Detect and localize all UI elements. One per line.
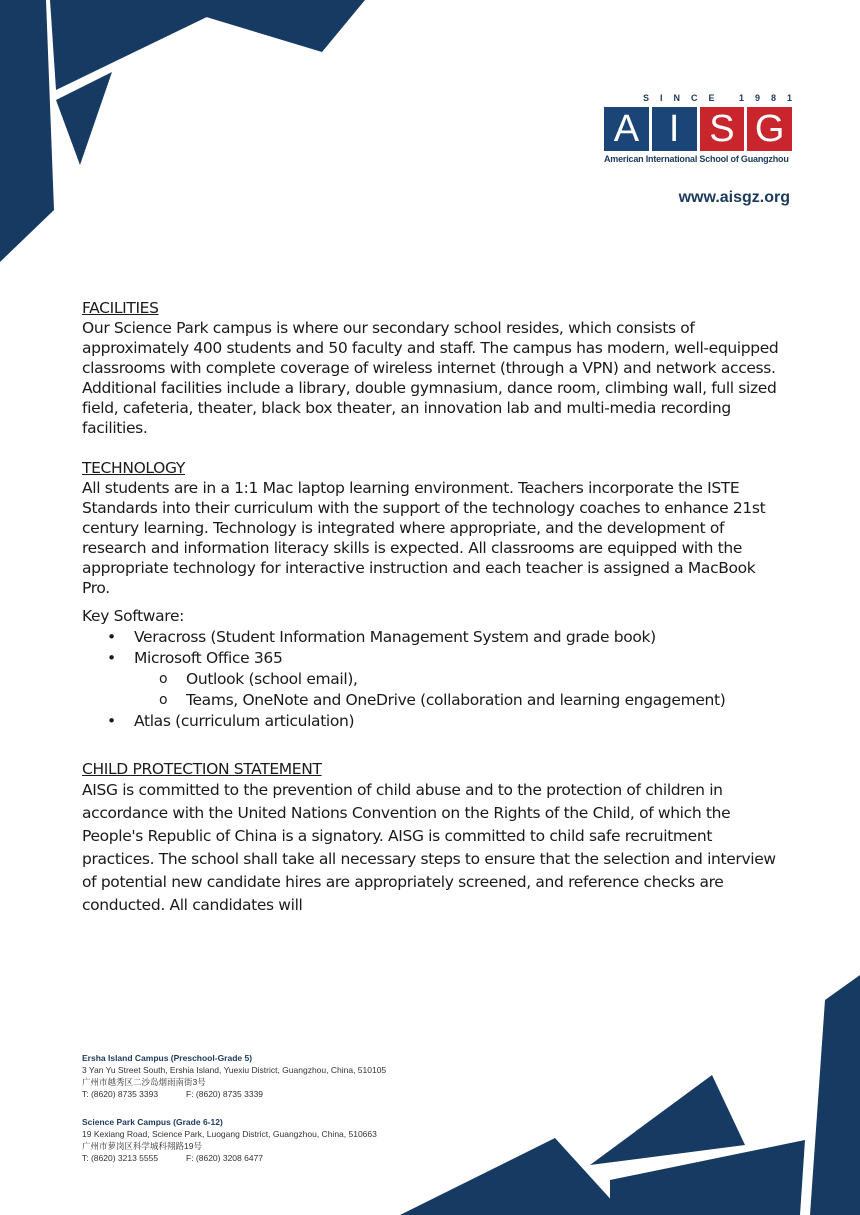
list-item bbox=[134, 648, 782, 710]
facilities-text: Our Science Park campus is where our secondary school resides, which consists of approximately 400 students and 50 faculty and staff. The campus has modern, well-equipped classrooms with complete coverage of wireless internet (through a VPN) and network access. Additional facilities include a library, double gymnasium, dance room, climbing wall, full sized field, cafeteria, theater, black box theater, an innovation lab and multi-media recording facilities. bbox=[82, 319, 779, 437]
list-item bbox=[134, 711, 782, 731]
sub-list-item bbox=[186, 690, 782, 710]
technology-section bbox=[82, 458, 782, 598]
top-left-band bbox=[0, 0, 54, 262]
key-software-label: Key Software: bbox=[82, 607, 185, 625]
software-office365: Microsoft Office 365 bbox=[134, 649, 283, 667]
science-park-address: 19 Kexiang Road, Science Park, Luogang District, Guangzhou, China, 510663 bbox=[82, 1129, 377, 1139]
facilities-heading: FACILITIES bbox=[82, 299, 159, 317]
document-body bbox=[82, 298, 782, 917]
logo-since: SINCE 1981 bbox=[642, 93, 803, 103]
bottom-right-band bbox=[810, 975, 860, 1215]
logo-letter-i: I bbox=[652, 107, 697, 151]
key-software bbox=[82, 606, 782, 731]
website-url: www.aisgz.org bbox=[678, 189, 790, 206]
ersha-fax: F: (8620) 8735 3339 bbox=[186, 1089, 264, 1099]
logo-letter-s: S bbox=[700, 107, 745, 151]
software-veracross: Veracross (Student Information Management System and grade book) bbox=[134, 628, 656, 646]
sub-list-item bbox=[186, 669, 782, 689]
ersha-campus bbox=[82, 1052, 482, 1100]
software-atlas: Atlas (curriculum articulation) bbox=[134, 712, 355, 730]
software-teams: Teams, OneNote and OneDrive (collaboration and learning engagement) bbox=[186, 691, 726, 709]
child-protection-text: AISG is committed to the prevention of child abuse and to the protection of children in accordance with the United Nations Convention on the Rights of the Child, of which the People's Republic of China is a signatory. AISG is committed to child safe recruitment practices. The school shall take all necessary steps to ensure that the selection and interview of potential new candidate hires are appropriately screened, and reference checks are conducted. All candidates will bbox=[82, 781, 776, 914]
ersha-address-cn: 广州市越秀区二沙岛烟雨南街3号 bbox=[82, 1077, 206, 1087]
technology-text: All students are in a 1:1 Mac laptop learning environment. Teachers incorporate the ISTE Standards into their curriculum with the support of the technology coaches to enhance 21st century learning. Technology is integrated where appropriate, and the development of research and information literacy skills is expected. All classrooms are equipped with the appropriate technology for interactive instruction and each teacher is assigned a MacBook Pro. bbox=[82, 479, 766, 597]
facilities-section bbox=[82, 298, 782, 438]
ersha-address: 3 Yan Yu Street South, Ershia Island, Yuexiu District, Guangzhou, China, 510105 bbox=[82, 1065, 387, 1075]
child-protection-section bbox=[82, 759, 782, 917]
bottom-right-shard-1 bbox=[590, 1075, 745, 1165]
ersha-title: Ersha Island Campus (Preschool-Grade 5) bbox=[82, 1053, 253, 1063]
science-park-tel: T: (8620) 3213 5555 bbox=[82, 1153, 159, 1163]
footer-addresses bbox=[82, 1052, 482, 1180]
logo-letter-a: A bbox=[604, 107, 649, 151]
top-left-wedge bbox=[56, 72, 112, 165]
science-park-title: Science Park Campus (Grade 6-12) bbox=[82, 1117, 223, 1127]
science-park-address-cn: 广州市萝岗区科学城科翔路19号 bbox=[82, 1141, 202, 1151]
logo-school-name: American International School of Guangzhou bbox=[604, 154, 789, 164]
science-park-fax: F: (8620) 3208 6477 bbox=[186, 1153, 264, 1163]
software-outlook: Outlook (school email), bbox=[186, 670, 358, 688]
science-park-campus bbox=[82, 1116, 482, 1164]
list-item bbox=[134, 627, 782, 647]
ersha-tel: T: (8620) 8735 3393 bbox=[82, 1089, 159, 1099]
technology-heading: TECHNOLOGY bbox=[82, 459, 186, 477]
aisg-logo bbox=[604, 92, 803, 164]
logo-letter-g: G bbox=[747, 107, 792, 151]
child-protection-heading: CHILD PROTECTION STATEMENT bbox=[82, 760, 322, 778]
